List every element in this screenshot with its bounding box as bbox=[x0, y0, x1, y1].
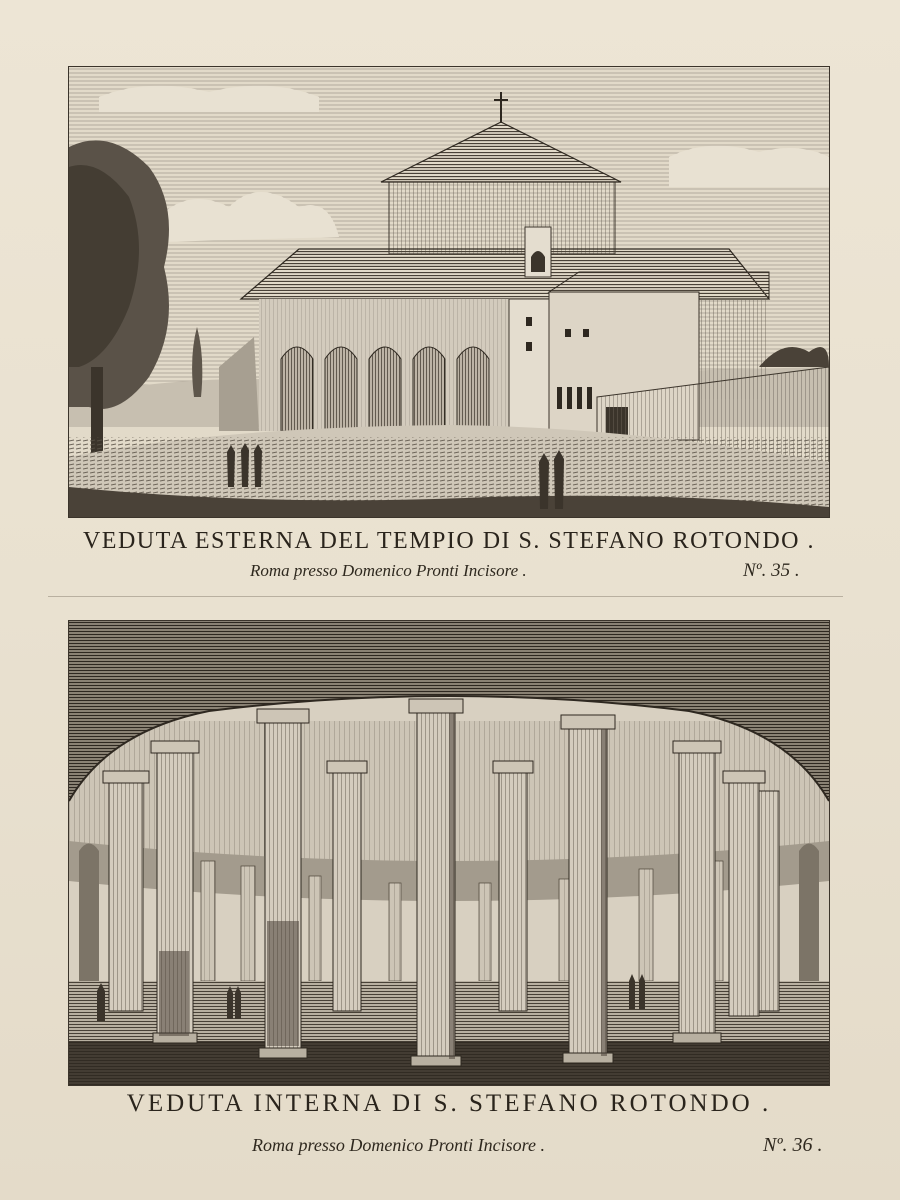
interior-plate-number: Nº. 36 . bbox=[763, 1134, 823, 1156]
interior-engraving-illustration bbox=[69, 621, 829, 1085]
engraving-exterior-view bbox=[68, 66, 830, 518]
divider-rule bbox=[48, 596, 843, 597]
engraving-interior-view bbox=[68, 620, 830, 1086]
interior-view-caption: VEDUTA INTERNA DI S. STEFANO ROTONDO . bbox=[126, 1090, 772, 1117]
exterior-view-caption: VEDUTA ESTERNA DEL TEMPIO DI S. STEFANO ROTONDO . bbox=[82, 528, 816, 554]
exterior-engraving-illustration bbox=[69, 67, 829, 517]
exterior-publisher-line: Roma presso Domenico Pronti Incisore . bbox=[250, 561, 527, 580]
interior-publisher-line: Roma presso Domenico Pronti Incisore . bbox=[252, 1135, 545, 1155]
exterior-plate-number: Nº. 35 . bbox=[743, 560, 800, 581]
